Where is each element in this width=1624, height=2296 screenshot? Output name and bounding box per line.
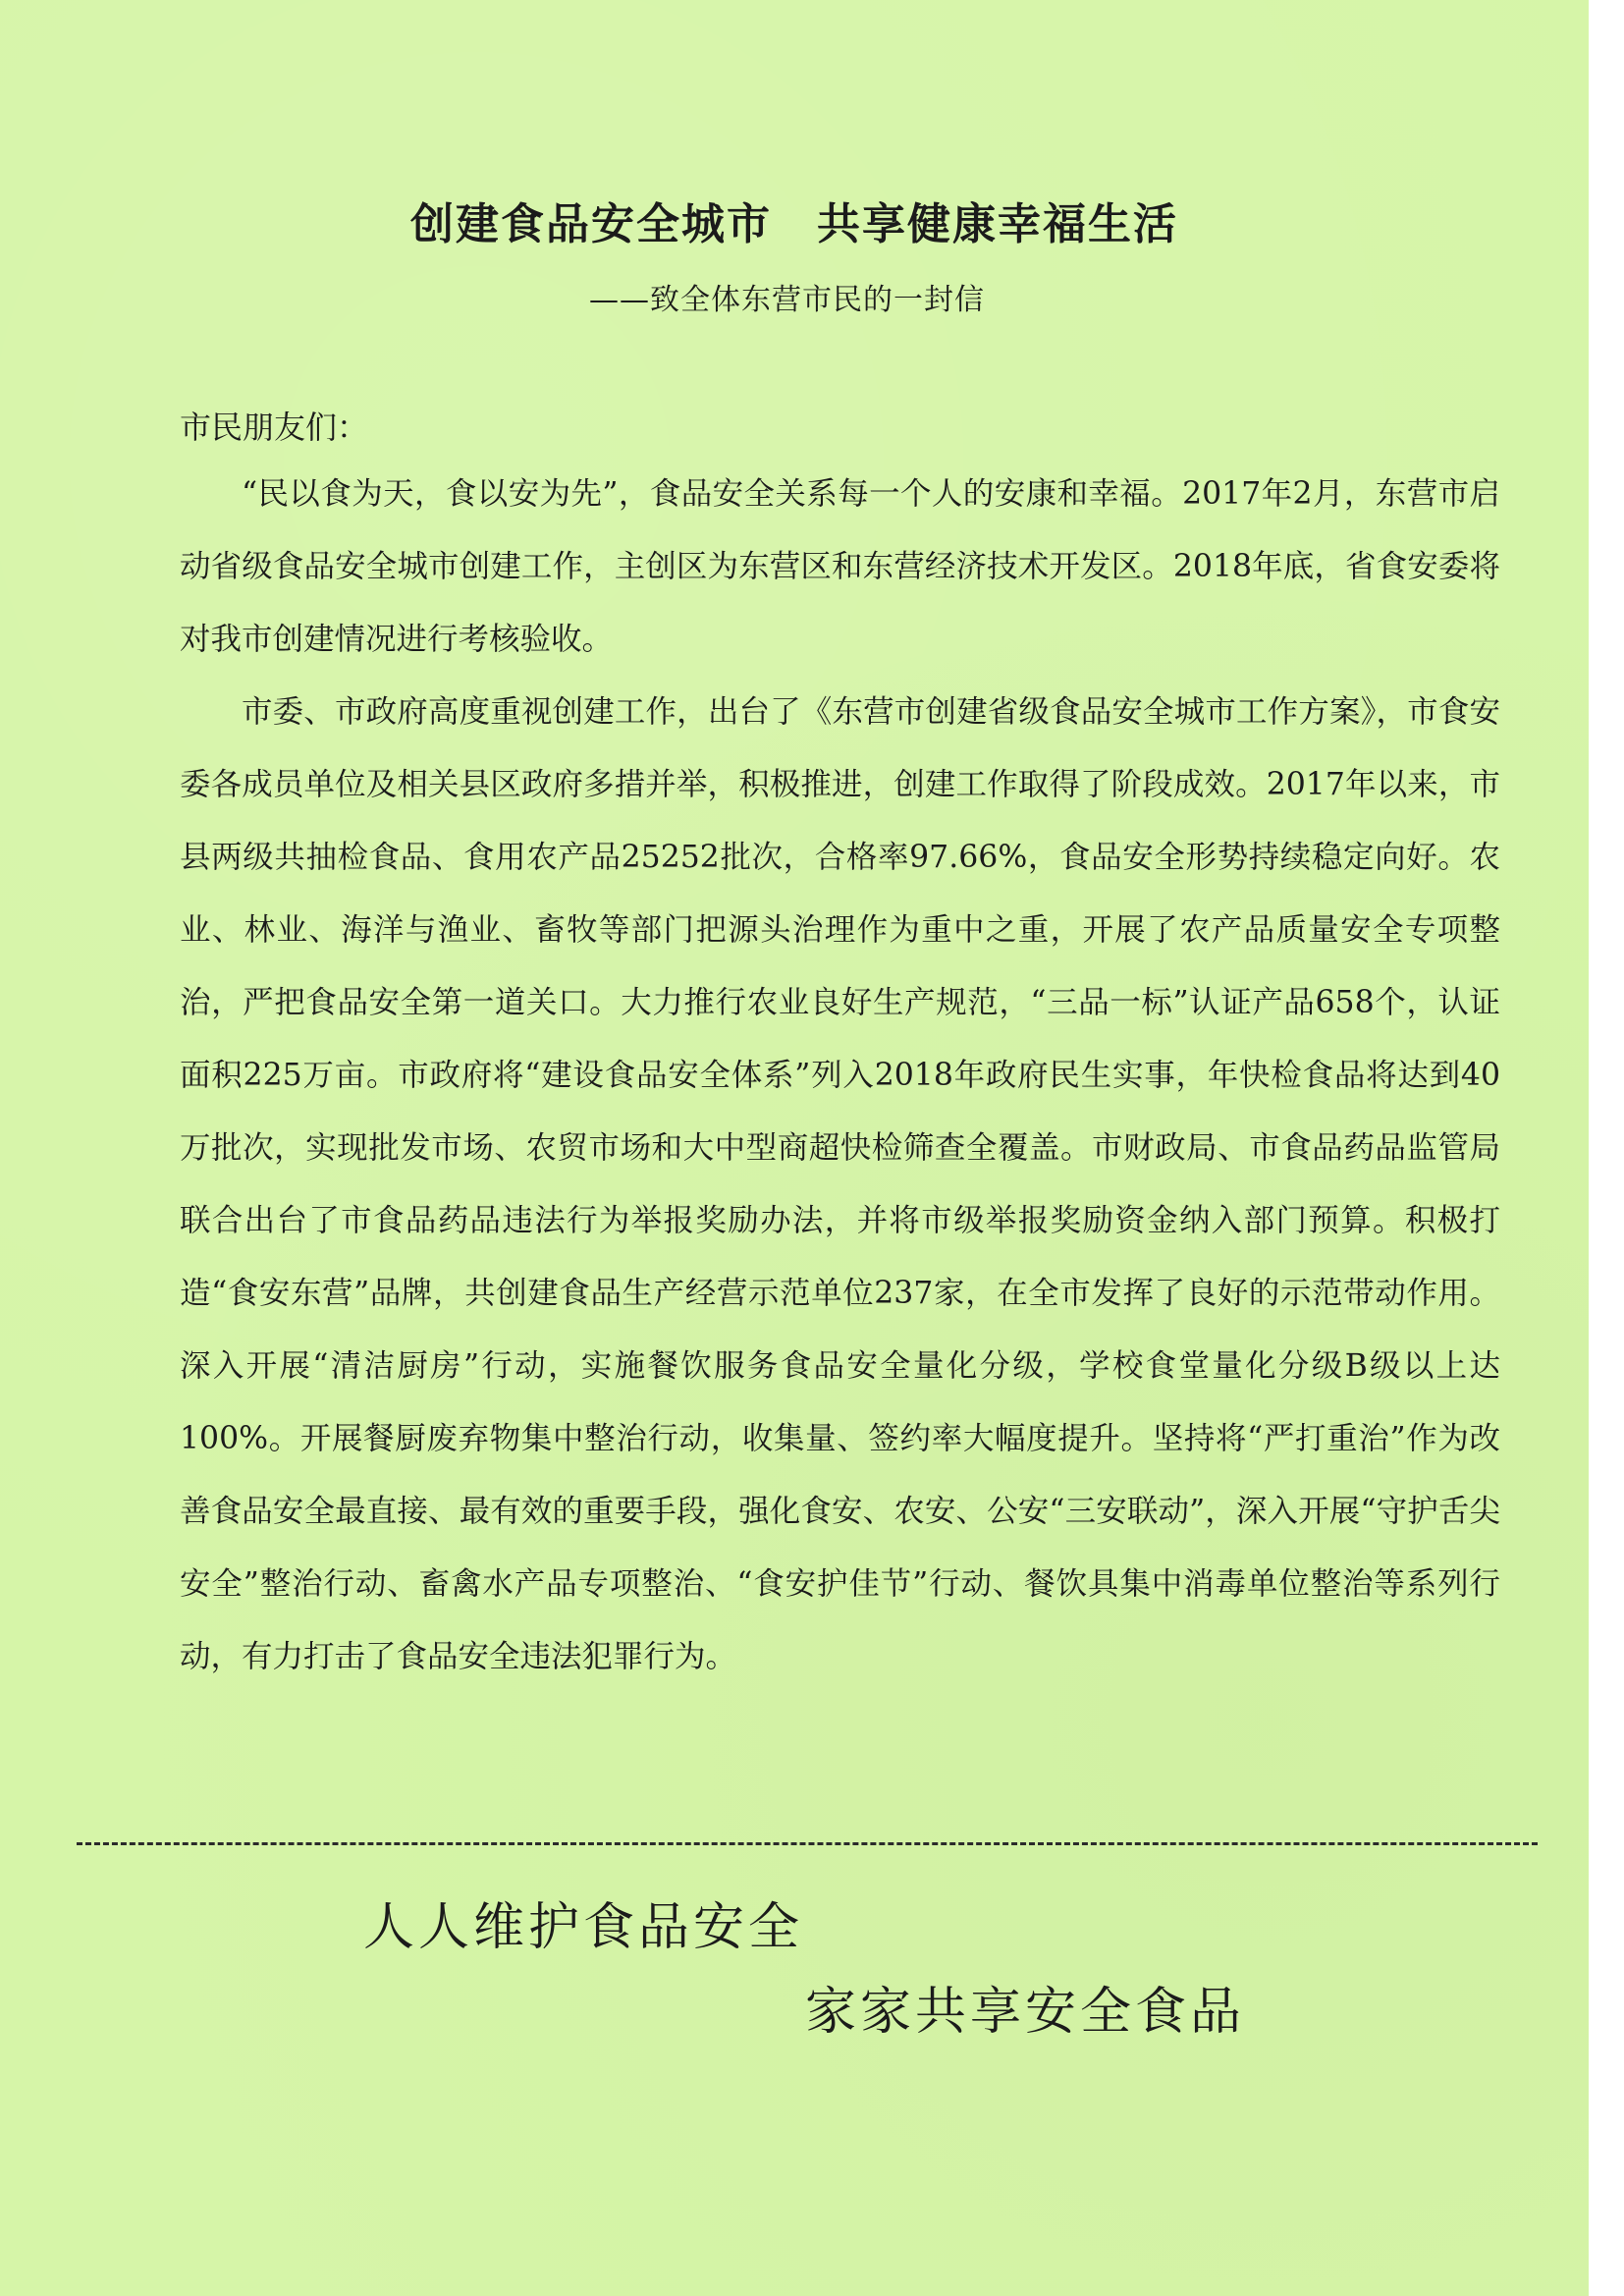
greeting: 市民朋友们： (180, 409, 369, 446)
dashed-divider (77, 1842, 1538, 1845)
paragraph-intro: “民以食为天，食以安为先”，食品安全关系每一个人的安康和幸福。2017年2月，东营市启动省级食品安全城市创建工作，主创区为东营区和东营经济技术开发区。2018年底，省食安委将对我市创建情况进行考核验收。 (180, 476, 1500, 657)
slogan-line-2: 家家共享安全食品 (805, 1983, 1246, 2042)
scan-edge (1589, 0, 1624, 2296)
page-subtitle: ——致全体东营市民的一封信 (589, 283, 985, 317)
letter-body (180, 458, 1500, 1693)
paragraph-progress: 市委、市政府高度重视创建工作，出台了《东营市创建省级食品安全城市工作方案》，市食安委各成员单位及相关县区政府多措并举，积极推进，创建工作取得了阶段成效。2017年以来，市县两级共抽检食品、食用农产品25252批次，合格率97.66%，食品安全形势持续稳定向好。农业、林业、海洋与渔业、畜牧等部门把源头治理作为重中之重，开展了农产品质量安全专项整治，严把食品安全第一道关口。大力推行农业良好生产规范，“三品一标”认证产品658个，认证面积225万亩。市政府将“建设食品安全体系”列入2018年政府民生实事，年快检食品将达到40万批次，实现批发市场、农贸市场和大中型商超快检筛查全覆盖。市财政局、市食品药品监管局联合出台了市食品药品违法行为举报奖励办法，并将市级举报奖励资金纳入部门预算。积极打造“食安东营”品牌，共创建食品生产经营示范单位237家，在全市发挥了良好的示范带动作用。深入开展“清洁厨房”行动，实施餐饮服务食品安全量化分级，学校食堂量化分级B级以上达100%。开展餐厨废弃物集中整治行动，收集量、签约率大幅度提升。坚持将“严打重治”作为改善食品安全最直接、最有效的重要手段，强化食安、农安、公安“三安联动”，深入开展“守护舌尖安全”整治行动、畜禽水产品专项整治、“食安护佳节”行动、餐饮具集中消毒单位整治等系列行动，有力打击了食品安全违法犯罪行为。 (180, 694, 1500, 1674)
slogan-line-1: 人人维护食品安全 (363, 1898, 804, 1957)
page-title: 创建食品安全城市 共享健康幸福生活 (410, 199, 1178, 249)
